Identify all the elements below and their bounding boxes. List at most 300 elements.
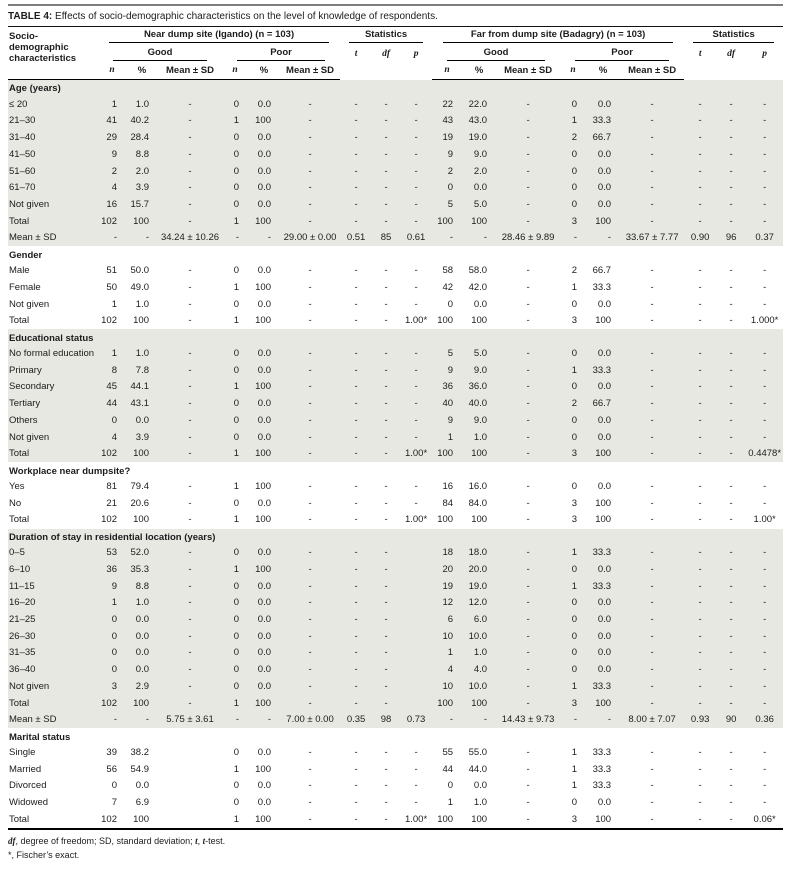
table-cell: - [308, 348, 312, 360]
table-cell: - [698, 780, 702, 792]
table-cell: - [354, 580, 358, 592]
table-cell: 18 [442, 547, 454, 559]
row-label: 6–10 [9, 564, 31, 576]
table-cell: - [763, 564, 767, 576]
table-cell: 8.8 [135, 148, 149, 160]
table-cell: 3 [571, 497, 578, 509]
table-cell: - [698, 398, 702, 410]
table-cell: - [698, 414, 702, 426]
table-row [8, 180, 783, 197]
table-row [8, 512, 783, 529]
row-label: Secondary [9, 381, 55, 393]
row-label: Divorced [9, 780, 47, 792]
table-cell [158, 795, 222, 812]
table-cell: - [763, 664, 767, 676]
table-cell: - [698, 364, 702, 376]
table-cell: - [188, 647, 192, 659]
table-cell: 9 [111, 148, 117, 160]
table-cell: - [650, 680, 654, 692]
table-cell: 100 [133, 697, 149, 709]
table-title [8, 10, 783, 27]
table-cell: 2 [571, 398, 578, 410]
column-header-p-near: p [413, 49, 419, 59]
table-cell: - [650, 780, 654, 792]
table-cell: 0.06* [753, 813, 776, 825]
table-cell: - [526, 381, 530, 393]
table-cell: 100 [255, 115, 271, 127]
footnote: *, Fischer’s exact. [8, 849, 80, 860]
table-cell: - [354, 381, 358, 393]
table-cell: 0.0 [597, 630, 612, 642]
table-cell: - [188, 697, 192, 709]
column-header-mean-sd: Mean ± SD [496, 63, 560, 80]
column-header-characteristics: Socio-demographic characteristics [8, 27, 98, 80]
table-row [8, 213, 783, 230]
table-row [8, 645, 783, 662]
row-label: 41–50 [9, 148, 36, 160]
table-cell: - [729, 630, 733, 642]
table-cell: - [698, 281, 702, 293]
table-cell: - [729, 614, 733, 626]
table-cell: 100 [255, 215, 271, 227]
table-cell: - [308, 398, 312, 410]
table-cell: 0 [233, 364, 239, 376]
table-cell: - [729, 780, 733, 792]
table-cell: 1 [571, 580, 578, 592]
table-cell: - [188, 348, 192, 360]
table-cell: - [188, 614, 192, 626]
table-cell: 33.3 [592, 763, 612, 775]
table-cell: 1.0 [473, 431, 488, 443]
table-cell: - [384, 780, 388, 792]
table-cell: 0.0 [135, 630, 149, 642]
table-cell: - [763, 580, 767, 592]
table-cell: - [188, 148, 192, 160]
table-cell: - [354, 414, 358, 426]
table-row [8, 130, 783, 147]
table-cell: 33.3 [592, 747, 612, 759]
table-cell: 38.2 [130, 747, 149, 759]
table-cell: - [698, 431, 702, 443]
table-cell: 0.0 [135, 780, 149, 792]
table-cell: - [414, 481, 418, 493]
table-cell: - [384, 315, 388, 327]
table-cell: - [384, 298, 388, 310]
table-cell: - [763, 547, 767, 559]
table-cell: 100 [471, 448, 488, 460]
table-cell: 20.0 [468, 564, 488, 576]
table-cell: 2.0 [135, 165, 149, 177]
table-cell: 19 [442, 580, 454, 592]
table-cell: 1.00* [404, 448, 428, 460]
table-cell: - [188, 215, 192, 227]
table-cell: - [763, 481, 767, 493]
table-cell: 0 [233, 647, 239, 659]
table-cell: 0.0 [257, 165, 271, 177]
table-cell: 0.0 [257, 580, 271, 592]
table-cell: - [650, 165, 654, 177]
table-cell: 36 [442, 381, 454, 393]
table-cell: - [729, 664, 733, 676]
table-cell: - [729, 198, 733, 210]
table-cell: - [650, 448, 654, 460]
table-cell: 1 [111, 597, 117, 609]
table-cell: 0 [571, 348, 578, 360]
table-cell: 0.93 [690, 714, 710, 726]
table-cell: - [607, 232, 612, 244]
table-cell: - [145, 714, 149, 726]
table-row [8, 761, 783, 778]
table-cell: 100 [255, 315, 271, 327]
table-cell: 66.7 [592, 398, 612, 410]
table-cell: - [526, 348, 530, 360]
table-cell: 0.51 [346, 232, 366, 244]
table-cell: - [650, 597, 654, 609]
table-cell: - [698, 547, 702, 559]
table-cell: - [384, 481, 388, 493]
table-cell: 5 [447, 348, 454, 360]
table-cell: 0 [233, 747, 239, 759]
column-header-t-far: t [698, 49, 702, 59]
table-cell: 1.0 [135, 98, 149, 110]
table-cell: 0.4478* [748, 448, 782, 460]
row-label: Total [9, 514, 30, 526]
table-cell: - [308, 148, 312, 160]
table-cell: - [188, 664, 192, 676]
table-cell: - [650, 148, 654, 160]
table-row [8, 230, 783, 247]
table-cell: - [763, 132, 767, 144]
table-cell: 1 [571, 281, 578, 293]
table-cell: - [526, 481, 530, 493]
table-cell: 1.00* [404, 315, 428, 327]
table-cell: - [188, 431, 192, 443]
column-header-pct: % [462, 63, 496, 80]
column-header-df-far: df [727, 49, 736, 59]
table-cell: 0 [111, 414, 117, 426]
table-cell: 0 [233, 132, 239, 144]
table-cell: - [449, 714, 454, 726]
table-cell: - [526, 148, 530, 160]
column-header-pct: % [586, 63, 620, 80]
table-cell: - [763, 298, 767, 310]
table-cell: - [384, 431, 388, 443]
table-cell: 0 [233, 797, 239, 809]
table-cell: - [729, 364, 733, 376]
table-cell: 0 [571, 564, 578, 576]
table-body [8, 80, 783, 829]
table-cell: 0.0 [257, 398, 271, 410]
table-cell: - [526, 132, 530, 144]
row-label: 0–5 [9, 547, 25, 559]
section-header: Age (years) [9, 83, 61, 95]
table-cell: - [526, 298, 530, 310]
table-cell: 45 [106, 381, 117, 393]
table-cell: - [188, 182, 192, 194]
table-cell: - [188, 597, 192, 609]
table-cell: - [308, 647, 312, 659]
table-cell: 0 [111, 614, 117, 626]
top-rule [8, 4, 783, 6]
table-cell: - [188, 165, 192, 177]
column-header-p-far: p [762, 49, 768, 59]
row-label: Not given [9, 198, 50, 210]
table-cell: 0.0 [257, 198, 271, 210]
table-cell: - [354, 797, 358, 809]
table-cell: - [267, 714, 271, 726]
table-row [8, 612, 783, 629]
table-cell: 0 [233, 547, 239, 559]
table-cell: 66.7 [592, 265, 612, 277]
table-row [8, 778, 783, 795]
table-cell: - [354, 115, 358, 127]
table-cell: 2 [571, 132, 578, 144]
table-cell: - [354, 564, 358, 576]
table-cell: - [729, 514, 733, 526]
table-cell: - [308, 414, 312, 426]
row-label: No formal education [9, 348, 95, 360]
table-cell: - [763, 348, 767, 360]
table-cell: 2.0 [473, 165, 488, 177]
table-cell: 0.0 [597, 647, 612, 659]
table-cell: - [729, 680, 733, 692]
table-cell: - [526, 414, 530, 426]
table-cell: 0.0 [597, 298, 612, 310]
table-cell: - [526, 630, 530, 642]
table-cell: - [729, 165, 733, 177]
table-cell: - [526, 647, 530, 659]
row-label: Female [9, 281, 41, 293]
table-cell: - [414, 198, 418, 210]
table-row [8, 429, 783, 446]
table-cell: 84 [442, 497, 454, 509]
table-cell [400, 561, 432, 578]
table-cell: - [384, 630, 388, 642]
table-cell: 22.0 [468, 98, 488, 110]
table-row [8, 811, 783, 829]
table-cell: - [763, 148, 767, 160]
table-cell: 29 [106, 132, 117, 144]
column-header-mean-sd: Mean ± SD [158, 63, 222, 80]
table-cell: - [526, 265, 530, 277]
table-cell: - [354, 298, 358, 310]
table-cell: - [188, 514, 192, 526]
table-cell: 53 [106, 547, 117, 559]
table-cell: 85 [380, 232, 392, 244]
table-cell: - [308, 381, 312, 393]
table-row [8, 379, 783, 396]
table-cell: 96 [725, 232, 737, 244]
table-cell: - [384, 281, 388, 293]
table-cell: 1 [233, 514, 239, 526]
table-cell: - [384, 448, 388, 460]
row-label: Not given [9, 431, 50, 443]
table-cell: - [698, 148, 702, 160]
table-cell [400, 595, 432, 612]
table-cell: 100 [255, 481, 271, 493]
table-cell: 102 [101, 813, 117, 825]
table-row [8, 313, 783, 330]
section-header-row [8, 329, 783, 345]
table-cell: 100 [471, 315, 488, 327]
table-cell: 19.0 [468, 580, 488, 592]
row-label: Single [9, 747, 36, 759]
table-cell: 1 [111, 298, 117, 310]
table-cell [158, 761, 222, 778]
table-cell: 9 [447, 364, 454, 376]
table-cell: 100 [437, 514, 454, 526]
table-cell: - [698, 315, 702, 327]
table-cell: 6 [447, 614, 454, 626]
table-cell: 100 [133, 514, 149, 526]
table-cell: 0 [111, 780, 117, 792]
table-cell: 58 [442, 265, 454, 277]
table-cell: 33.3 [592, 281, 612, 293]
row-label: Total [9, 813, 30, 825]
table-cell: 100 [471, 514, 488, 526]
column-header-n: n [98, 63, 126, 80]
table-cell: 55.0 [468, 747, 488, 759]
table-cell: 0.0 [597, 198, 612, 210]
table-cell: - [354, 614, 358, 626]
table-cell: 0 [233, 780, 239, 792]
table-cell: - [384, 265, 388, 277]
column-header-t-near: t [354, 49, 358, 59]
table-cell [400, 695, 432, 712]
table-cell: - [188, 315, 192, 327]
table-row [8, 296, 783, 313]
row-label: Widowed [9, 797, 49, 809]
table-cell: 100 [255, 514, 271, 526]
table-cell: - [414, 132, 418, 144]
row-label: Not given [9, 298, 50, 310]
table-cell: 1 [571, 547, 578, 559]
table-cell: - [698, 348, 702, 360]
table-cell: - [729, 215, 733, 227]
table-cell: 0.0 [257, 431, 271, 443]
section-header: Educational status [9, 332, 94, 344]
table-cell: - [698, 580, 702, 592]
table-cell: 2.9 [135, 680, 149, 692]
table-cell: - [308, 664, 312, 676]
table-cell: - [354, 680, 358, 692]
table-cell: - [384, 182, 388, 194]
table-cell: - [763, 747, 767, 759]
table-cell: - [384, 514, 388, 526]
table-cell: - [308, 98, 312, 110]
table-cell: - [526, 364, 530, 376]
table-cell: 3 [111, 680, 117, 692]
table-cell: 0.0 [597, 664, 612, 676]
table-cell: - [526, 281, 530, 293]
table-cell: - [763, 115, 767, 127]
table-cell: 100 [471, 697, 488, 709]
table-cell: - [384, 697, 388, 709]
table-cell: 1 [447, 431, 454, 443]
table-cell: - [729, 797, 733, 809]
row-label: 11–15 [9, 580, 35, 592]
table-cell: - [308, 680, 312, 692]
table-cell: 0.90 [690, 232, 710, 244]
row-label: No [9, 497, 22, 509]
table-cell [400, 628, 432, 645]
table-cell: 16 [106, 198, 117, 210]
table-cell: - [650, 182, 654, 194]
row-label: 21–30 [9, 115, 36, 127]
table-cell: - [384, 813, 388, 825]
table-cell: - [354, 647, 358, 659]
table-cell: 1 [233, 381, 239, 393]
table-cell: - [526, 315, 530, 327]
table-cell: 0 [111, 664, 117, 676]
table-cell: 0.0 [257, 132, 271, 144]
table-cell: - [650, 364, 654, 376]
table-cell: - [650, 381, 654, 393]
section-header-row [8, 80, 783, 97]
table-cell: - [526, 431, 530, 443]
table-cell: - [308, 697, 312, 709]
table-cell: 0 [571, 381, 578, 393]
table-cell: - [235, 714, 239, 726]
table-row [8, 695, 783, 712]
table-cell: - [414, 348, 418, 360]
table-cell: - [729, 647, 733, 659]
table-cell: - [729, 497, 733, 509]
table-cell: 0.0 [257, 497, 271, 509]
table-cell: 0 [571, 414, 578, 426]
table-cell: 100 [471, 215, 488, 227]
table-cell: - [573, 714, 578, 726]
table-cell: 1 [571, 780, 578, 792]
table-cell: - [384, 215, 388, 227]
table-cell: 6.9 [135, 797, 149, 809]
table-cell: 100 [133, 813, 149, 825]
table-cell: 0.0 [257, 630, 271, 642]
table-cell: - [526, 115, 530, 127]
table-cell: 0 [571, 198, 578, 210]
table-cell [158, 811, 222, 829]
table-cell: - [308, 763, 312, 775]
table-cell: - [354, 148, 358, 160]
table-cell: 1.0 [473, 647, 488, 659]
table-cell: 51 [106, 265, 117, 277]
table-cell: - [763, 763, 767, 775]
table-cell: 0.0 [257, 614, 271, 626]
table-cell: - [384, 614, 388, 626]
table-cell: - [414, 747, 418, 759]
table-cell: 0 [571, 630, 578, 642]
table-row [8, 346, 783, 363]
table-cell: 0 [571, 597, 578, 609]
table-cell: 9.0 [473, 148, 488, 160]
column-header-n: n [560, 63, 586, 80]
table-cell: - [763, 265, 767, 277]
table-cell [400, 645, 432, 662]
table-cell: - [698, 215, 702, 227]
table-cell: - [414, 398, 418, 410]
table-cell: 9 [447, 414, 454, 426]
table-cell: - [526, 165, 530, 177]
table-cell: 0.0 [257, 414, 271, 426]
table-cell: 100 [255, 813, 271, 825]
table-cell: - [698, 647, 702, 659]
row-label: Total [9, 448, 30, 460]
table-cell: 100 [255, 697, 271, 709]
table-row [8, 795, 783, 812]
table-cell: - [729, 547, 733, 559]
column-header-n: n [222, 63, 248, 80]
table-cell: - [384, 98, 388, 110]
